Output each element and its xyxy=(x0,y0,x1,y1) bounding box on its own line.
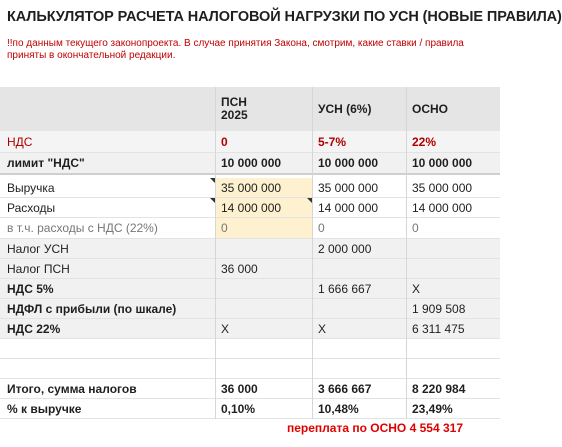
cell-usn[interactable]: 2 000 000 xyxy=(318,241,372,256)
table-row-usn-tax xyxy=(0,239,500,259)
empty-row xyxy=(0,339,500,359)
table-row-vat5 xyxy=(0,279,500,299)
cell-psn[interactable]: 10 000 000 xyxy=(221,156,282,170)
cell-psn-value: 0 xyxy=(221,221,228,235)
cell-psn[interactable]: X xyxy=(221,321,230,336)
cell-osno[interactable]: 6 311 475 xyxy=(412,321,465,336)
cell-osno[interactable]: 14 000 000 xyxy=(412,200,473,215)
column-header-usn[interactable]: УСН (6%) xyxy=(318,101,372,116)
cell-usn[interactable]: 10,48% xyxy=(318,401,359,416)
table-row-vat-limit xyxy=(0,153,500,175)
row-label[interactable]: НДС 22% xyxy=(7,321,61,336)
column-header-osno[interactable]: ОСНО xyxy=(412,101,448,116)
cell-psn-value: 14 000 000 xyxy=(221,200,282,215)
overpayment-summary: переплата по ОСНО 4 554 317 xyxy=(287,421,463,435)
row-label[interactable]: НДФЛ с прибыли (по шкале) xyxy=(7,301,177,316)
cell-osno[interactable]: 10 000 000 xyxy=(412,156,473,170)
table-row-ndfl xyxy=(0,299,500,319)
cell-usn[interactable]: 35 000 000 xyxy=(318,180,379,195)
cell-osno[interactable] xyxy=(406,259,500,278)
cell-usn[interactable]: 0 xyxy=(318,221,325,235)
table-row-total xyxy=(0,379,500,399)
column-divider xyxy=(215,87,216,419)
cell-osno[interactable]: X xyxy=(412,281,421,296)
cell-usn[interactable]: 10 000 000 xyxy=(318,156,379,170)
row-label[interactable]: % к выручке xyxy=(7,401,82,416)
row-label[interactable]: Итого, сумма налогов xyxy=(7,381,137,396)
cell-osno[interactable]: 23,49% xyxy=(412,401,453,416)
cell-psn-value: 35 000 000 xyxy=(221,180,282,195)
cell-osno[interactable]: 0 xyxy=(412,221,419,235)
row-label[interactable]: Выручка xyxy=(7,180,55,195)
cell-psn[interactable] xyxy=(215,218,312,238)
header-row xyxy=(0,87,500,131)
table-row-vat22 xyxy=(0,319,500,339)
cell-psn[interactable] xyxy=(215,279,312,298)
table-row-percent xyxy=(0,399,500,419)
row-label[interactable]: НДС xyxy=(7,134,33,149)
row-label[interactable]: НДС 5% xyxy=(7,281,54,296)
row-label[interactable]: Расходы xyxy=(7,200,56,215)
cell-usn[interactable]: 3 666 667 xyxy=(318,381,372,396)
table-row-expenses-vat xyxy=(0,218,500,239)
cell-osno[interactable] xyxy=(406,239,500,258)
page-title: КАЛЬКУЛЯТОР РАСЧЕТА НАЛОГОВОЙ НАГРУЗКИ ПО УСН (НОВЫЕ ПРАВИЛА) xyxy=(7,9,562,25)
table-row-psn-tax xyxy=(0,259,500,279)
row-label[interactable]: лимит "НДС" xyxy=(7,156,85,170)
column-divider xyxy=(312,87,313,419)
empty-row xyxy=(0,359,500,379)
cell-psn[interactable] xyxy=(215,198,312,217)
disclaimer-note: !!по данным текущего законопроекта. В случае принятия Закона, смотрим, какие ставки / правила приняты в окончательной редакции. xyxy=(7,38,464,61)
cell-usn[interactable]: 14 000 000 xyxy=(318,200,379,215)
row-label[interactable]: Налог ПСН xyxy=(7,261,70,276)
cell-usn[interactable]: 5-7% xyxy=(318,134,347,149)
cell-psn[interactable] xyxy=(215,239,312,258)
cell-usn[interactable] xyxy=(312,259,406,278)
cell-usn[interactable] xyxy=(312,299,406,318)
table-row-expenses xyxy=(0,198,500,218)
row-label[interactable]: в т.ч. расходы с НДС (22%) xyxy=(7,221,158,235)
cell-usn[interactable]: 1 666 667 xyxy=(318,281,372,296)
column-header-psn[interactable]: ПСН 2025 xyxy=(221,95,248,122)
cell-usn[interactable]: X xyxy=(318,321,327,336)
cell-psn[interactable]: 36 000 xyxy=(221,261,258,276)
header-label-cell xyxy=(0,87,215,131)
table-row-revenue xyxy=(0,178,500,198)
row-label[interactable]: Налог УСН xyxy=(7,241,69,256)
cell-psn[interactable]: 0 xyxy=(221,134,228,149)
cell-osno[interactable]: 22% xyxy=(412,134,437,149)
cell-osno[interactable]: 35 000 000 xyxy=(412,180,473,195)
cell-psn[interactable]: 36 000 xyxy=(221,381,258,396)
cell-osno[interactable]: 8 220 984 xyxy=(412,381,466,396)
column-divider xyxy=(406,87,407,419)
cell-osno[interactable]: 1 909 508 xyxy=(412,301,466,316)
cell-psn[interactable] xyxy=(215,299,312,318)
cell-psn[interactable] xyxy=(215,178,312,197)
table-row-vat xyxy=(0,131,500,153)
cell-psn[interactable]: 0,10% xyxy=(221,401,256,416)
